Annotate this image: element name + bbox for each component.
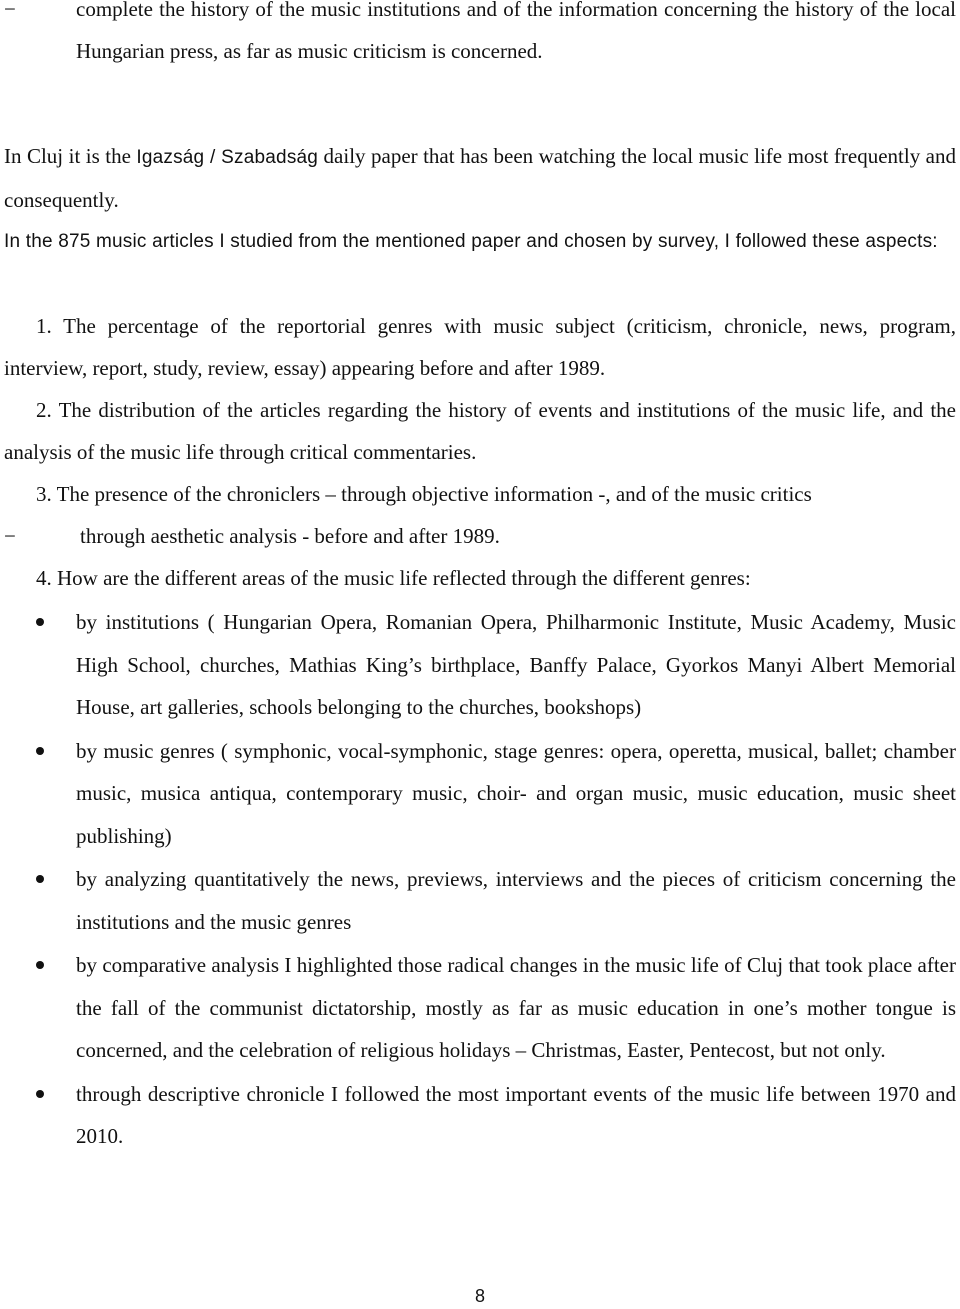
continued-list-item — [4, 0, 956, 72]
aspect-3-text: 3. The presence of the chroniclers – through objective information -, and of the music critics — [36, 482, 812, 506]
aspect-2-text: 2. The distribution of the articles regarding the history of events and institutions of the music life, and the analysis of the music life through critical commentaries. — [4, 398, 956, 464]
aspect-1-text: 1. The percentage of the reportorial genres with music subject (criticism, chronicle, news, program, interview, report, study, review, essay) appearing before and after 1989. — [4, 314, 956, 380]
aspect-1 — [4, 305, 956, 389]
bullet-item-text: by institutions ( Hungarian Opera, Romanian Opera, Philharmonic Institute, Music Academy, Music High School, churches, Mathias King’s birthplace, Banffy Palace, Gyorkos Manyi Albert Memorial House, art galleries, schools belonging to the churches, bookshops) — [76, 610, 956, 719]
bullet-item — [0, 601, 956, 729]
intro-text-a: In Cluj it is the — [4, 144, 137, 168]
aspect-2 — [4, 389, 956, 473]
bullet-item — [0, 730, 956, 858]
bullet-item-text: by music genres ( symphonic, vocal-symphonic, stage genres: opera, operetta, musical, ballet; chamber music, musica antiqua, contemporary music, choir- and organ music, music education, music sheet publishing) — [76, 738, 956, 848]
intro-paragraph-1 — [4, 135, 956, 221]
bullet-item-text: by comparative analysis I highlighted those radical changes in the music life of Cluj that took place after the fall of the communist dictatorship, mostly as far as music education in one’s mother tongue is concerned, and the celebration of religious holidays – Christmas, Easter, Pentecost, but not only. — [76, 953, 956, 1062]
bullet-item — [0, 858, 956, 943]
bullet-icon — [36, 1090, 44, 1098]
aspect-3-continuation-text: through aesthetic analysis - before and after 1989. — [80, 524, 500, 548]
bullet-item-text: by analyzing quantitatively the news, previews, interviews and the pieces of criticism concerning the institutions and the music genres — [76, 867, 956, 934]
bullet-icon — [36, 875, 44, 883]
intro-paragraph-2: In the 875 music articles I studied from the mentioned paper and chosen by survey, I followed these aspects: — [4, 231, 938, 252]
bullet-list — [0, 601, 956, 1159]
aspect-3-continuation — [4, 515, 956, 557]
bullet-icon — [36, 618, 44, 626]
bullet-icon — [36, 747, 44, 755]
bullet-item — [0, 944, 956, 1072]
bullet-item — [0, 1073, 956, 1158]
bullet-icon — [36, 961, 44, 969]
intro-text-b: daily paper that has been watching the local music life most frequently and consequently. — [4, 144, 956, 212]
bullet-item-text: through descriptive chronicle I followed the most important events of the music life between 1970 and 2010. — [76, 1081, 956, 1148]
aspect-4 — [4, 557, 956, 599]
page-number: 8 — [474, 1286, 485, 1306]
continued-item-text: complete the history of the music institutions and of the information concerning the history of the local Hungarian press, as far as music criticism is concerned. — [76, 0, 956, 63]
dash-marker: − — [4, 524, 16, 548]
paper-name: Igazság / Szabadság — [136, 147, 319, 168]
dash-marker: − — [4, 0, 16, 21]
aspect-3 — [4, 473, 956, 515]
aspect-4-text: 4. How are the different areas of the music life reflected through the different genres: — [36, 566, 751, 590]
